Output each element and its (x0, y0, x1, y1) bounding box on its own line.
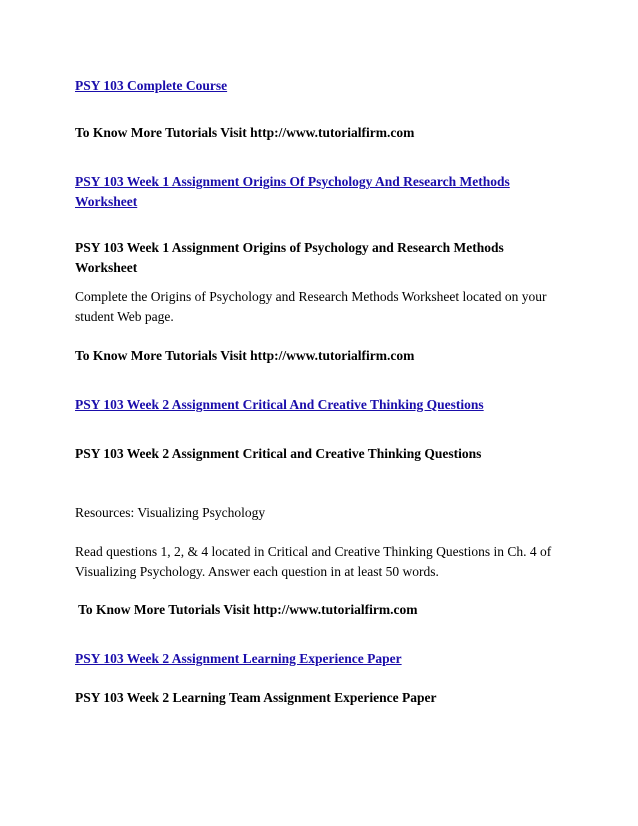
heading-week1-origins-worksheet: PSY 103 Week 1 Assignment Origins of Psychology and Research Methods Worksheet (75, 240, 504, 275)
link-week1-origins-worksheet[interactable]: PSY 103 Week 1 Assignment Origins Of Psychology And Research Methods Worksheet (75, 174, 510, 209)
link-week2-learning-experience[interactable]: PSY 103 Week 2 Assignment Learning Experience Paper (75, 651, 402, 666)
resources-note: Resources: Visualizing Psychology (75, 505, 266, 520)
heading-week2-critical-thinking: PSY 103 Week 2 Assignment Critical and Creative Thinking Questions (75, 446, 482, 461)
heading-week2-learning-team: PSY 103 Week 2 Learning Team Assignment Experience Paper (75, 690, 437, 705)
tutorials-notice: To Know More Tutorials Visit http://www.tutorialfirm.com (75, 348, 415, 363)
tutorials-notice: To Know More Tutorials Visit http://www.tutorialfirm.com (75, 602, 418, 617)
tutorials-notice: To Know More Tutorials Visit http://www.tutorialfirm.com (75, 125, 415, 140)
link-complete-course[interactable]: PSY 103 Complete Course (75, 78, 228, 93)
description-week2: Read questions 1, 2, & 4 located in Critical and Creative Thinking Questions in Ch. 4 of Visualizing Psychology. Answer each question in at least 50 words. (75, 544, 552, 579)
description-week1: Complete the Origins of Psychology and Research Methods Worksheet located on your student Web page. (75, 289, 547, 324)
link-week2-critical-thinking[interactable]: PSY 103 Week 2 Assignment Critical And Creative Thinking Questions (75, 397, 484, 412)
